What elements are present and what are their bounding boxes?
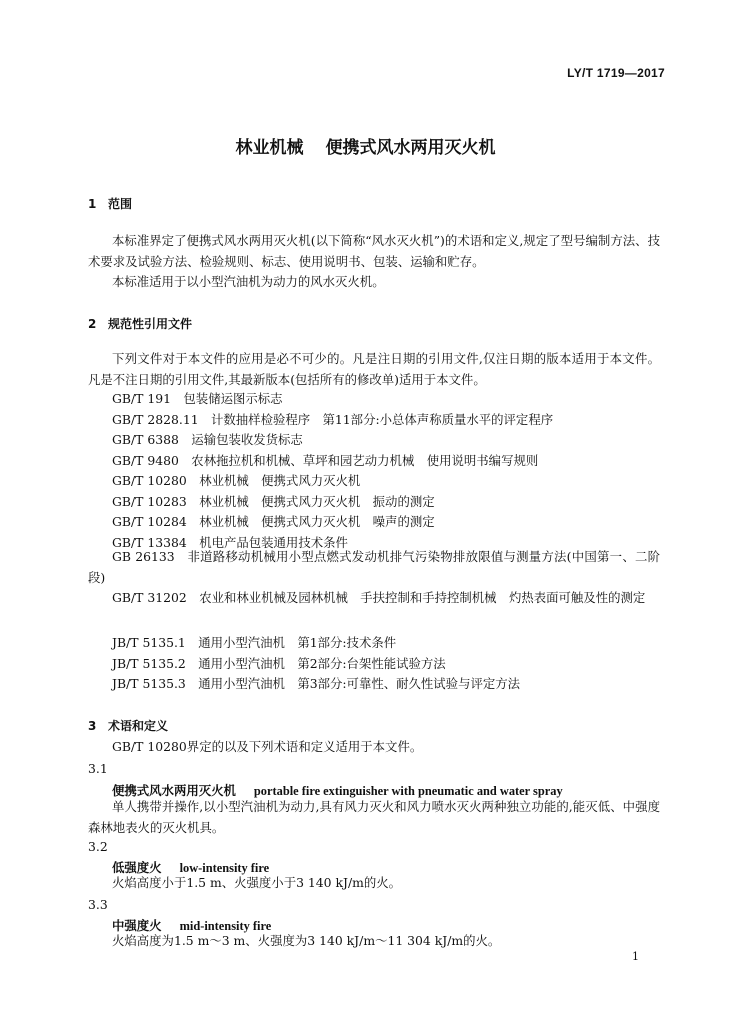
title-part2: 便携式风水两用灭火机 <box>325 138 496 158</box>
term-definition: 火焰高度小于1.5 m、火强度小于3 140 kJ/m的火。 <box>112 875 402 890</box>
references-intro: 下列文件对于本文件的应用是必不可少的。凡是注日期的引用文件,仅注日期的版本适用于本文件。凡是不注日期的引用文件,其最新版本(包括所有的修改单)适用于本文件。 <box>88 351 660 387</box>
section-title: 范围 <box>108 197 133 211</box>
term-zh: 低强度火 <box>112 860 162 875</box>
term-number: 3.3 <box>88 897 108 912</box>
term-definition: 单人携带并操作,以小型汽油机为动力,具有风力灭火和风力喷水灭火两种独立功能的,能灭低、中强度森林地表火的灭火机具。 <box>88 799 660 835</box>
reference-item-wrapped: GB/T 31202 农业和林业机械及园林机械 手扶控制和手持控制机械 灼热表面可触及性的测定 <box>112 590 646 605</box>
scope-paragraph-2: 本标准适用于以小型汽油机为动力的风水灭火机。 <box>112 274 385 289</box>
term-zh: 中强度火 <box>112 918 162 933</box>
reference-item: GB/T 9480 农林拖拉机和机械、草坪和园艺动力机械 使用说明书编写规则 <box>112 453 539 468</box>
term-en: low-intensity fire <box>179 861 270 875</box>
section-heading-2 <box>88 315 192 332</box>
term-number: 3.2 <box>88 839 108 854</box>
term-en: portable fire extinguisher with pneumatic and water spray <box>253 784 563 798</box>
standard-code: LY/T 1719—2017 <box>567 66 665 80</box>
reference-item: JB/T 5135.3 通用小型汽油机 第3部分:可靠性、耐久性试验与评定方法 <box>112 676 521 691</box>
section-number: 2 <box>88 317 97 331</box>
scope-paragraph-1: 本标准界定了便携式风水两用灭火机(以下简称“风水灭火机”)的术语和定义,规定了型号编制方法、技术要求及试验方法、检验规则、标志、使用说明书、包装、运输和贮存。 <box>88 233 660 269</box>
section-heading-1 <box>88 195 132 212</box>
reference-item: GB/T 2828.11 计数抽样检验程序 第11部分:小总体声称质量水平的评定程序 <box>112 412 554 427</box>
reference-item: GB/T 10283 林业机械 便携式风力灭火机 振动的测定 <box>112 494 435 509</box>
reference-item: GB/T 13384 机电产品包装通用技术条件 <box>112 535 348 550</box>
section-number: 1 <box>88 197 97 211</box>
section-title: 规范性引用文件 <box>108 317 193 331</box>
reference-item: GB/T 191 包装储运图示标志 <box>112 391 283 406</box>
section-number: 3 <box>88 719 97 733</box>
reference-item: GB/T 10280 林业机械 便携式风力灭火机 <box>112 473 361 488</box>
term-definition: 火焰高度为1.5 m～3 m、火强度为3 140 kJ/m～11 304 kJ/m的火。 <box>112 933 501 948</box>
section-title: 术语和定义 <box>108 719 169 733</box>
term-number: 3.1 <box>88 761 108 776</box>
reference-item: GB/T 10284 林业机械 便携式风力灭火机 噪声的测定 <box>112 514 435 529</box>
page-number: 1 <box>632 950 639 963</box>
reference-item-wrapped: GB 26133 非道路移动机械用小型点燃式发动机排气污染物排放限值与测量方法(中国第一、二阶段) <box>88 549 660 585</box>
term-zh: 便携式风水两用灭火机 <box>112 783 236 798</box>
document-title <box>0 133 731 158</box>
terms-intro: GB/T 10280界定的以及下列术语和定义适用于本文件。 <box>112 739 423 754</box>
term-en: mid-intensity fire <box>179 919 272 933</box>
section-heading-3 <box>88 717 168 734</box>
reference-item: JB/T 5135.2 通用小型汽油机 第2部分:台架性能试验方法 <box>112 656 446 671</box>
title-part1: 林业机械 <box>235 138 304 158</box>
reference-item: JB/T 5135.1 通用小型汽油机 第1部分:技术条件 <box>112 635 397 650</box>
reference-item: GB/T 6388 运输包装收发货标志 <box>112 432 303 447</box>
